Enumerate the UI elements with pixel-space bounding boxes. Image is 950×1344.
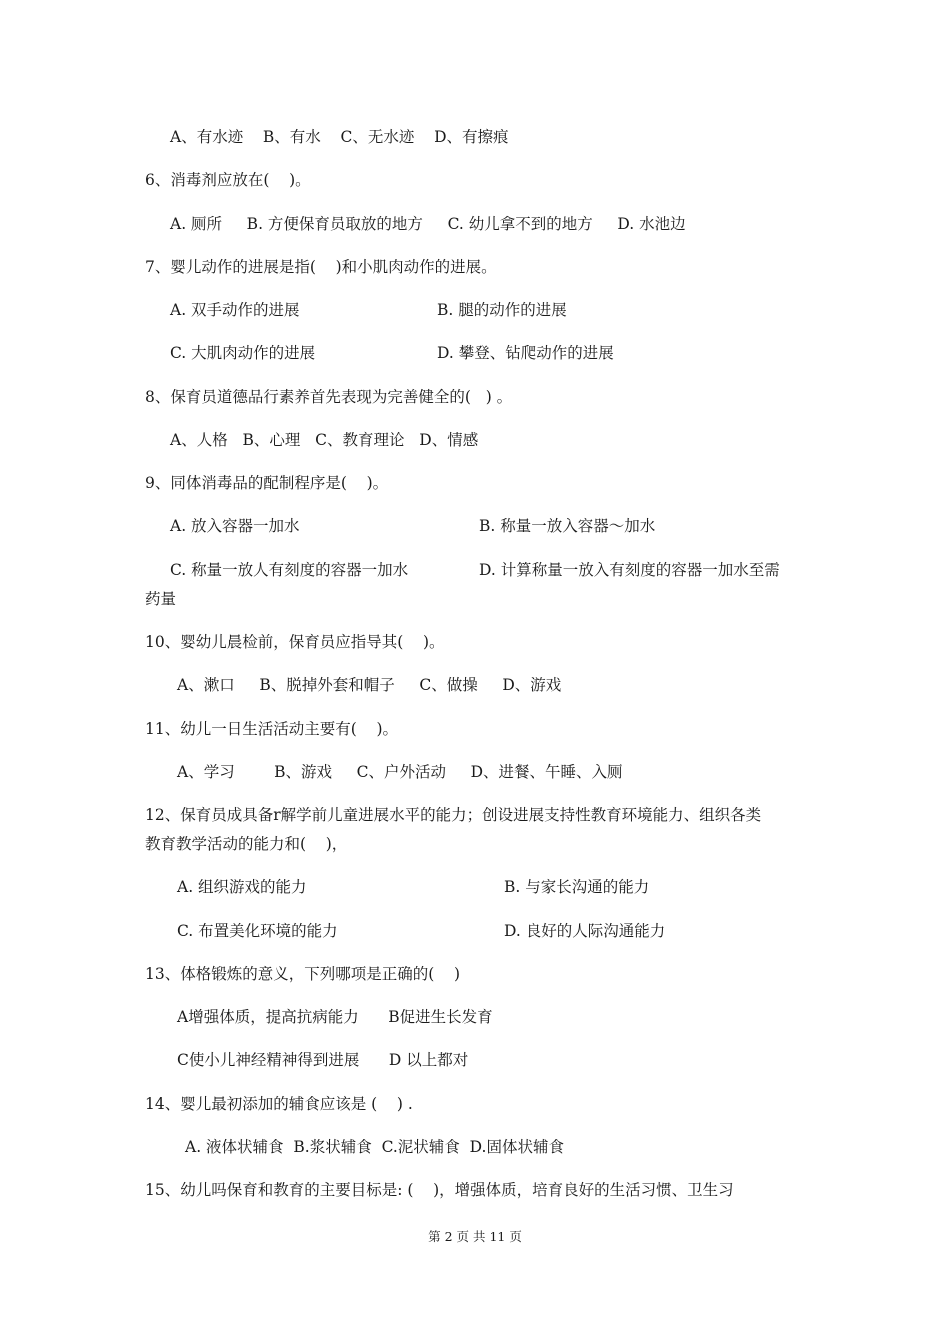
q10-question: 10、婴幼儿晨检前，保育员应指导其( )。 <box>145 633 445 651</box>
q9-option-a: A. 放入容器一加水 <box>170 517 300 535</box>
q11-question: 11、幼儿一日生活活动主要有( )。 <box>145 720 399 738</box>
q9-question: 9、同体消毒品的配制程序是( )。 <box>145 474 389 492</box>
q7-option-c: C. 大肌肉动作的进展 <box>170 344 316 362</box>
q7-question: 7、婴儿动作的进展是指( )和小肌肉动作的进展。 <box>145 258 497 276</box>
q12-question: 12、保育员成具备r解学前儿童进展水平的能力；创设进展支持性教育环境能力、组织各类 <box>145 806 762 824</box>
q9-option-b: B. 称量一放入容器～加水 <box>479 517 656 535</box>
q13-options-ab: A增强体质，提高抗病能力 B促进生长发育 <box>177 1008 493 1026</box>
q12-option-b: B. 与家长沟通的能力 <box>504 878 650 896</box>
q5-options: A、有水迹 B、有水 C、无水迹 D、有擦痕 <box>170 128 509 146</box>
q7-option-b: B. 腿的动作的进展 <box>437 301 567 319</box>
q9-option-c: C. 称量一放人有刻度的容器一加水 <box>170 561 409 579</box>
page-footer: 第 2 页 共 11 页 <box>428 1229 522 1244</box>
q14-options: A. 液体状辅食 B.浆状辅食 C.泥状辅食 D.固体状辅食 <box>185 1138 564 1156</box>
q12-option-a: A. 组织游戏的能力 <box>177 878 307 896</box>
q9-option-d-wrap: 药量 <box>145 590 177 608</box>
q13-question: 13、体格锻炼的意义，下列哪项是正确的( ) <box>145 965 461 983</box>
q6-options: A. 厕所 B. 方便保育员取放的地方 C. 幼儿拿不到的地方 D. 水池边 <box>170 215 686 233</box>
q15-question: 15、幼儿吗保育和教育的主要目标是: ( )，增强体质，培育良好的生活习惯、卫生习 <box>145 1181 734 1199</box>
q13-options-cd: C使小儿神经精神得到进展 D 以上都对 <box>177 1051 469 1069</box>
q8-options: A、人格 B、心理 C、教育理论 D、情感 <box>170 431 479 449</box>
q7-option-a: A. 双手动作的进展 <box>170 301 300 319</box>
q12-option-c: C. 布置美化环境的能力 <box>177 922 338 940</box>
q11-options: A、学习 B、游戏 C、户外活动 D、进餐、午睡、入厕 <box>177 763 623 781</box>
q8-question: 8、保育员道德品行素养首先表现为完善健全的( ) 。 <box>145 388 513 406</box>
q10-options: A、漱口 B、脱掉外套和帽子 C、做操 D、游戏 <box>177 676 562 694</box>
q14-question: 14、婴儿最初添加的辅食应该是 ( ) . <box>145 1095 413 1113</box>
q12-option-d: D. 良好的人际沟通能力 <box>504 922 666 940</box>
q9-option-d: D. 计算称量一放入有刻度的容器一加水至需 <box>479 561 780 579</box>
q6-question: 6、消毒剂应放在( )。 <box>145 171 311 189</box>
q12-question-wrap: 教育教学活动的能力和( )， <box>145 835 348 853</box>
q7-option-d: D. 攀登、钻爬动作的进展 <box>437 344 614 362</box>
